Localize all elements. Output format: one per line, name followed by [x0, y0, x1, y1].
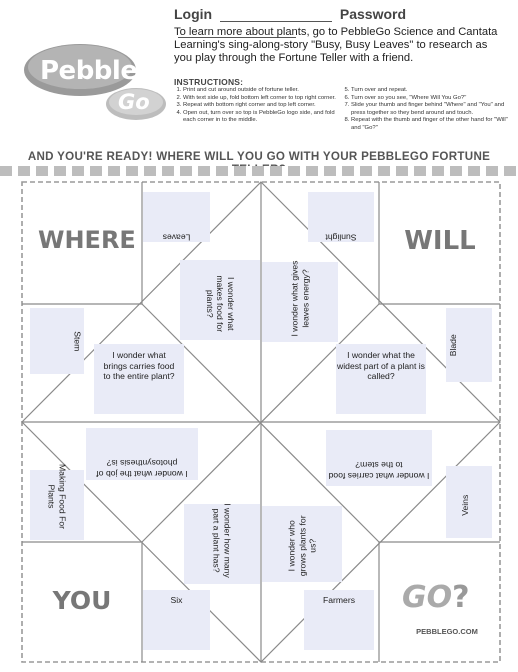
- label-blade: Blade: [447, 334, 458, 357]
- logo-word-go: Go: [118, 90, 150, 114]
- question-gives-energy: I wonder what gives leaves energy?: [289, 260, 310, 337]
- instruction-step: 3. Repeat with bottom right corner and top left corner.: [183, 102, 339, 110]
- instructions-title: INSTRUCTIONS:: [174, 77, 244, 87]
- question-photosynthesis: I wonder what the job of photosynthesis is?: [96, 458, 188, 479]
- label-stem: Stem: [72, 331, 83, 352]
- instruction-step: 2. With text side up, fold bottom left corner to top right corner.: [183, 95, 339, 103]
- instruction-step: 7. Slide your thumb and finger behind "Where" and "You" and press together so they bend around and touch.: [351, 102, 510, 117]
- question-how-many: I wonder how many part a plant has?: [212, 503, 233, 578]
- label-leaves: Leaves: [162, 232, 191, 243]
- corner-you: YOU: [52, 586, 112, 615]
- logo-word-pebble: Pebble: [40, 56, 138, 86]
- question-makes-food: I wonder what makes food for plants?: [204, 275, 236, 333]
- corner-where: WHERE: [38, 226, 136, 254]
- instruction-step: 4. Open out, turn over so top is PebbleGo logo side, and fold each corner in to the middle.: [183, 110, 339, 125]
- label-veins: Veins: [459, 494, 470, 516]
- login-label: Login: [174, 6, 213, 22]
- label-sunlight: Sunlight: [325, 232, 357, 243]
- instruction-step: 5. Turn over and repeat.: [351, 87, 510, 95]
- question-grows-plants: I wonder who grows plants for us?: [286, 515, 318, 577]
- intro-text: To learn more about plants, go to PebbleGo Science and Cantata Learning's sing-along-story "Busy, Busy Leaves" to research as you play through the Fortune Teller with a friend.: [174, 26, 498, 64]
- question-widest-part: I wonder what the widest part of a plant is called?: [337, 350, 425, 381]
- go-question-mark: ?: [452, 580, 470, 615]
- corner-will: WILL: [404, 226, 476, 256]
- password-label: Password: [339, 6, 407, 22]
- question-carries-food: I wonder what brings carries food to the entire plant?: [103, 350, 175, 381]
- go-word: GO: [402, 580, 453, 615]
- pebblego-url: PEBBLEGO.COM: [416, 627, 478, 636]
- tagline: AND YOU'RE READY! WHERE WILL YOU GO WITH YOUR PEBBLEGO FORTUNE: [27, 150, 491, 163]
- label-six: Six: [170, 595, 183, 605]
- label-making-food: Making Food For Plants: [47, 464, 68, 529]
- corner-go: [402, 580, 492, 620]
- instruction-step: 6. Turn over so you see, "Where Will You Go?": [351, 95, 510, 103]
- instruction-step: 8. Repeat with the thumb and finger of the other hand for "Will" and "Go?": [351, 117, 510, 132]
- label-farmers: Farmers: [323, 595, 355, 605]
- question-stem-carries: I wonder what carries food to the stem?: [328, 460, 430, 481]
- instruction-step: 1. Print and cut around outside of fortune teller.: [183, 87, 339, 95]
